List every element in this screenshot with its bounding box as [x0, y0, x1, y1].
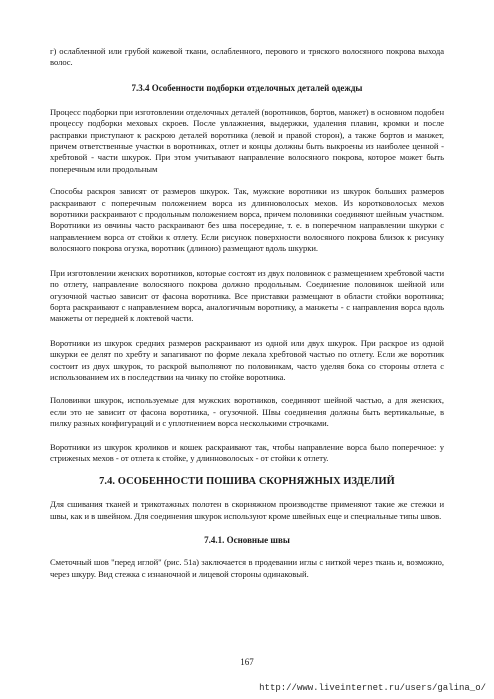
page-number: 167: [240, 657, 254, 667]
subsection-heading: 7.4.1. Основные швы: [204, 535, 290, 546]
subsection-heading: 7.3.4 Особенности подборки отделочных деталей одежды: [131, 82, 363, 93]
paragraph: Для сшивания тканей и трикотажных полотен в скорняжном производстве применяют такие же стежки и швы, как и в швейном. Для соединения шкурок используют кроме швейных еще и специальные типы швов.: [50, 499, 444, 521]
paragraph: При изготовлении женских воротников, которые состоят из двух половинок с размещением хребтовой части по отлету, направление волосяного покрова должно продольным. Соединение половинок шейной или огузочной частью зависит от фасона воротника. Все приставки размещают в области стойки воротника; борта раскраивают с направлением ворса, аналогичным воротнику, а манжеты - с направления ворса вдоль манжеты от передней к локтевой части.: [50, 267, 444, 324]
paragraph: Способы раскроя зависят от размеров шкурок. Так, мужские воротники из шкурок больших размеров раскраивают с поперечным положением ворса из длинноволосых мехов. Из коротковолосых мехов воротники раскраивают с продольным положением ворса, причем половинки соединяют шейным участком. Воротники из овчины часто раскраивают без шва посередине, т. е. в поперечном направлении шкурки с направлением ворса от стойки к отлету. Если рисунок поверхности волосяного покрова близок к рисунку волосяного покрова огузка, воротник (длиною) размещают вдоль шкурки.: [50, 186, 444, 254]
paragraph: Половинки шкурок, используемые для мужских воротников, соединяют шейной частью, а для женских, если это не зависит от фасона воротника, - огузочной. Швы соединения должны быть вертикальные, в пилку разных конфигураций и с уплотнением ворса несколькими строчками.: [50, 395, 444, 429]
page-content: [50, 46, 444, 580]
section-heading: 7.4. ОСОБЕННОСТИ ПОШИВА СКОРНЯЖНЫХ ИЗДЕЛИЙ: [99, 476, 395, 488]
paragraph: Процесс подборки при изготовлении отделочных деталей (воротников, бортов, манжет) в основном подобен процессу подборки меховых скроев. После увлажнения, выдержки, удаления плавин, кромки и после расправки приступают к раскрою деталей воротника (левой и правой сторон), а также бортов и манжет, причем ответственные участки в воротниках, отлет и концы должны быть выкроены из наиболее ценной - хребтовой - части шкурок. При этом учитывают направление волосяного покрова, которое может быть поперечным или продольным: [50, 106, 444, 174]
paragraph: Воротники из шкурок кроликов и кошек раскраивают так, чтобы направление ворса было поперечное: у стриженых мехов - от отлета к стойке, у длинноволосых - от стойки к отлету.: [50, 441, 444, 463]
paragraph: Сметочный шов "перед иглой" (рис. 51а) заключается в продевании иглы с ниткой через ткань и, возможно, через шкуру. Вид стежка с изнаночной и лицевой стороны одинаковый.: [50, 557, 444, 579]
paragraph: г) ослабленной или грубой кожевой ткани, ослабленного, перового и тряского волосяного покрова выхода волос.: [50, 46, 444, 68]
paragraph: Воротники из шкурок средних размеров раскраивают из одной или двух шкурок. При раскрое из одной шкурки ее делят по хребту и запагивают по форме лекала хребтовой частью по отлету. Если же воротник состоит из двух шкурок, то раскрой выполняют по половинкам, часто уделяя бока со стороны отлета с использованием их в последствии на чинку по стойке воротника.: [50, 337, 444, 382]
watermark-url: http://www.liveinternet.ru/users/galina_o/: [259, 683, 486, 693]
